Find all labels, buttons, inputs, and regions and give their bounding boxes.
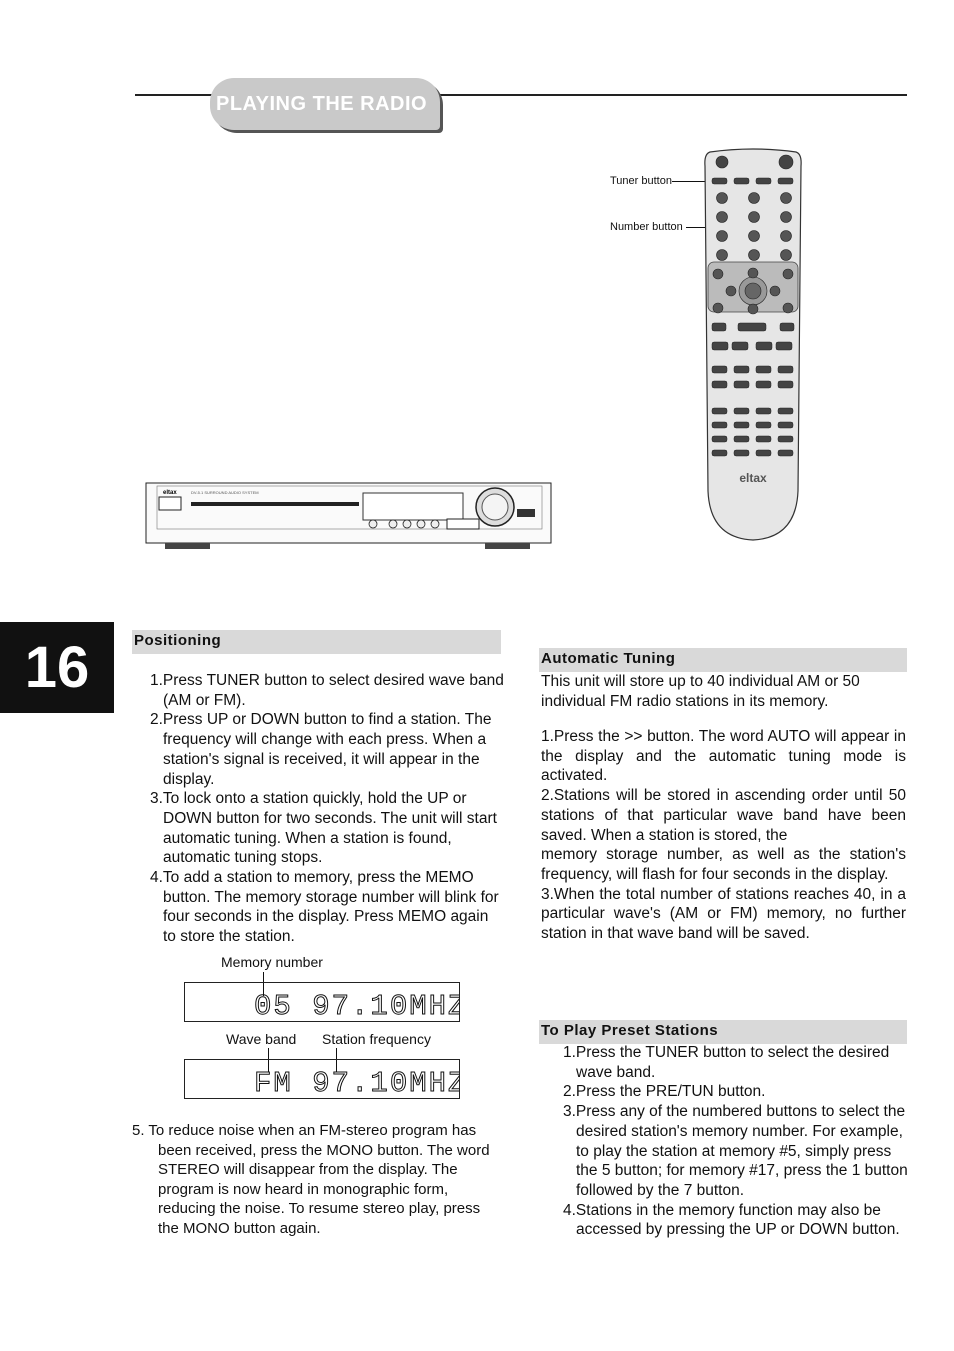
remote-button (745, 283, 761, 299)
positioning-item-2: 2.Press UP or DOWN button to find a station. The frequency will change with each press. When a station's signal is received, it will appear in the display. (150, 711, 492, 788)
remote-button (712, 422, 727, 428)
remote-button (717, 250, 728, 261)
remote-button (717, 212, 728, 223)
preset-item-1: 1.Press the TUNER button to select the desired wave band. (563, 1044, 890, 1081)
remote-control-illustration (700, 146, 806, 546)
remote-button (712, 381, 727, 388)
positioning-heading: Positioning (132, 630, 501, 654)
dvd-brand-logo: eltax (163, 490, 177, 496)
lcd-text-band: FM 97.10MHZ (254, 1067, 459, 1098)
remote-button (756, 450, 771, 456)
number-callout-label: Number button (610, 221, 683, 233)
preset-item-4: 4.Stations in the memory function may also be accessed by pressing the UP or DOWN button. (563, 1201, 900, 1239)
remote-button (783, 269, 793, 279)
remote-button (778, 178, 793, 184)
page-number: 16 (0, 622, 114, 713)
remote-button (756, 436, 771, 442)
remote-button (712, 178, 727, 184)
remote-button (778, 450, 793, 456)
remote-button (783, 303, 793, 313)
remote-button (712, 342, 728, 350)
remote-button (776, 342, 792, 350)
remote-button (781, 231, 792, 242)
remote-button (756, 422, 771, 428)
remote-button (749, 250, 760, 261)
remote-button (712, 366, 727, 373)
preset-item-3: 3.Press any of the numbered buttons to select the desired station's memory number. For example, to play the station at memory #5, simply press the 5 button; for memory #17, press the 1 button followed by the 7 button. (563, 1103, 908, 1199)
auto-tuning-intro: This unit will store up to 40 individual AM or 50 individual FM radio stations in its memory. (541, 673, 860, 710)
auto-tuning-body (541, 727, 906, 944)
positioning-item-3: 3.To lock onto a station quickly, hold the UP or DOWN button for two seconds. The unit will start automatic tuning. When a station is found, automatic tuning stops. (150, 790, 497, 867)
remote-button (749, 212, 760, 223)
remote-button (756, 381, 771, 388)
remote-button (780, 323, 794, 331)
remote-button (749, 193, 760, 204)
remote-button (716, 156, 728, 168)
memory-number-label: Memory number (221, 954, 323, 970)
station-frequency-label: Station frequency (322, 1031, 431, 1047)
remote-button (734, 178, 749, 184)
remote-button (712, 323, 726, 331)
preset-item-2: 2.Press the PRE/TUN button. (563, 1083, 766, 1101)
remote-button (712, 450, 727, 456)
page-title: PLAYING THE RADIO (216, 93, 428, 115)
remote-button (734, 436, 749, 442)
remote-button (778, 366, 793, 373)
remote-button (717, 193, 728, 204)
positioning-list (150, 671, 505, 947)
remote-brand-logo: eltax (739, 471, 767, 485)
remote-button (778, 436, 793, 442)
remote-button (734, 381, 749, 388)
remote-button (779, 155, 793, 169)
auto-tuning-step-2: 2.Stations will be stored in ascending order until 50 stations of that particular wave band have been saved. When a station is stored, the (541, 787, 906, 844)
lcd-text-memory: 05 97.10MHZ (254, 990, 459, 1021)
remote-button (712, 408, 727, 414)
lcd-display-memory (184, 982, 460, 1022)
remote-button (734, 366, 749, 373)
remote-button (778, 422, 793, 428)
remote-button (778, 408, 793, 414)
remote-button (738, 323, 766, 331)
auto-tuning-heading: Automatic Tuning (539, 648, 907, 672)
positioning-item-1: 1.Press TUNER button to select desired wave band (AM or FM). (150, 672, 504, 709)
remote-button (749, 231, 760, 242)
remote-button (781, 212, 792, 223)
remote-button (770, 286, 780, 296)
remote-button (732, 342, 748, 350)
auto-tuning-step-3: 3.When the total number of stations reaches 40, in a particular wave's (AM or FM) memory, no further station in that wave band will be saved. (541, 885, 906, 943)
remote-button (781, 193, 792, 204)
remote-button (756, 408, 771, 414)
wave-band-label: Wave band (226, 1031, 297, 1047)
header-tab (210, 78, 440, 130)
remote-button (748, 268, 758, 278)
remote-button (748, 304, 758, 314)
remote-button (726, 286, 736, 296)
lcd-display-band (184, 1059, 460, 1099)
remote-button (712, 436, 727, 442)
remote-button (778, 381, 793, 388)
remote-button (734, 408, 749, 414)
remote-button (756, 342, 772, 350)
remote-button (756, 178, 771, 184)
positioning-item-4: 4.To add a station to memory, press the MEMO button. The memory storage number will blink for four seconds in the display. Press MEMO again to store the station. (150, 869, 499, 946)
tuner-callout-label: Tuner button (610, 175, 672, 187)
remote-button (756, 366, 771, 373)
preset-list (563, 1043, 911, 1240)
remote-button (781, 250, 792, 261)
preset-heading: To Play Preset Stations (539, 1020, 907, 1044)
remote-button (713, 303, 723, 313)
dvd-model-label: DV-5.1 SURROUND AUDIO SYSTEM (191, 490, 259, 495)
positioning-item-5: 5. To reduce noise when an FM-stereo program has been received, press the MONO button. The word STEREO will disappear from the display. The program is now heard in monographic form, reducing the noise. To resume stereo play, press the MONO button again. (132, 1122, 490, 1237)
dvd-receiver-illustration (145, 481, 557, 551)
remote-button (713, 269, 723, 279)
remote-button (734, 450, 749, 456)
auto-tuning-step-2-cont: memory storage number, as well as the station's frequency, will flash for four seconds in the display. (541, 846, 906, 883)
auto-tuning-step-1: 1.Press the >> button. The word AUTO will appear in the display and the automatic tuning mode is activated. (541, 728, 906, 785)
remote-button (734, 422, 749, 428)
remote-button (717, 231, 728, 242)
